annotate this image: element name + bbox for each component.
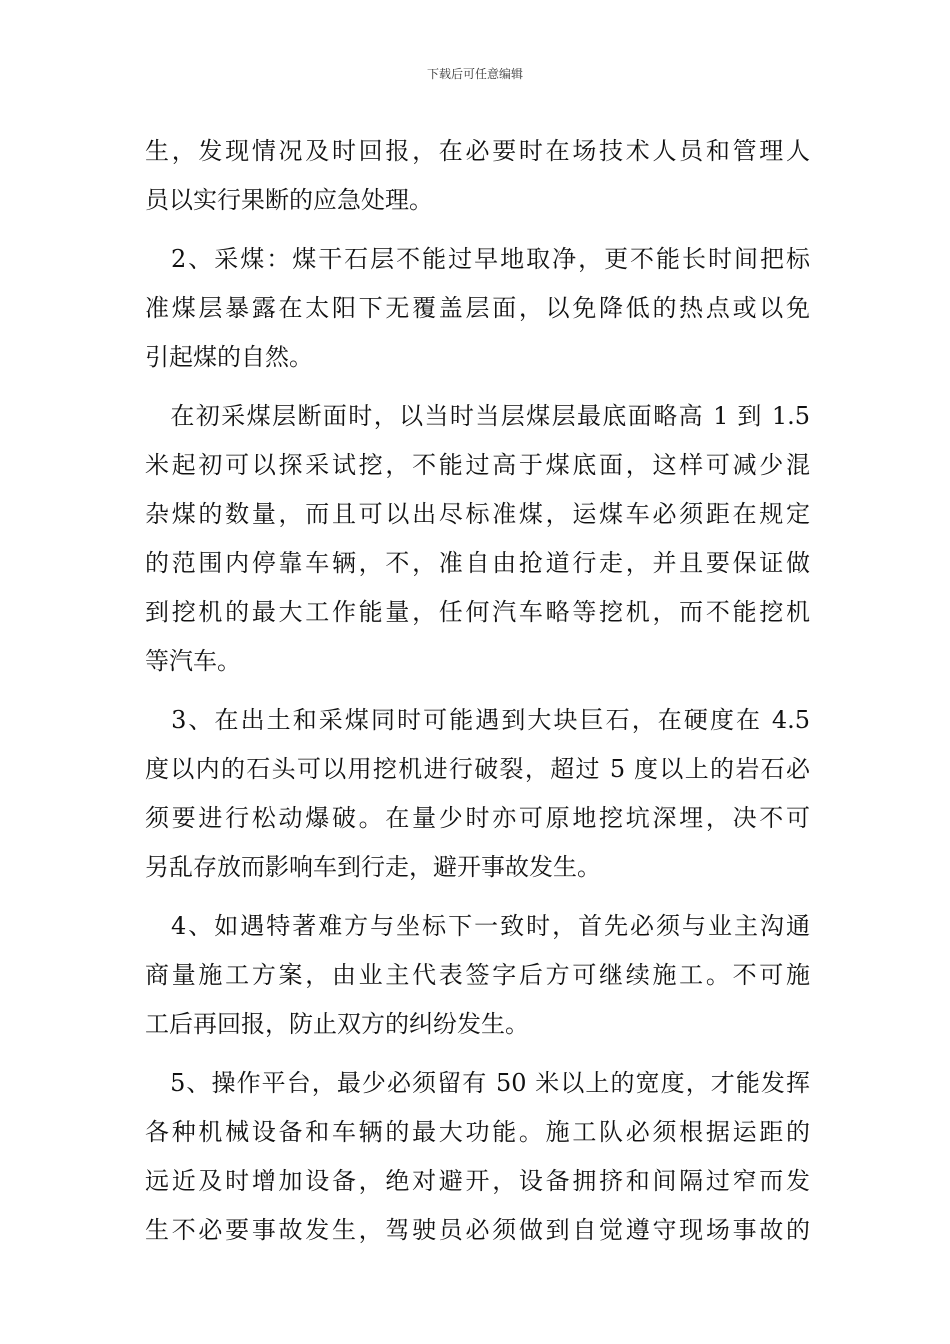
text-line: 引起煤的自然。 — [145, 343, 313, 371]
text-line: 另乱存放而影响车到行走，避开事故发生。 — [145, 853, 601, 881]
text-line: 米起初可以探采试挖，不能过高于煤底面，这样可减少混 — [145, 451, 810, 479]
text-line: 度以内的石头可以用挖机进行破裂，超过 5 度以上的岩石必 — [145, 755, 810, 783]
page-header: 下载后可任意编辑 — [426, 67, 523, 81]
text-line: 准煤层暴露在太阳下无覆盖层面，以免降低的热点或以免 — [145, 294, 810, 322]
paragraph — [145, 902, 810, 1049]
text-line: 5、操作平台，最少必须留有 50 米以上的宽度，才能发挥 — [145, 1069, 810, 1097]
text-line: 2、采煤：煤干石层不能过早地取净，更不能长时间把标 — [145, 245, 810, 273]
text-line: 工后再回报，防止双方的纠纷发生。 — [145, 1010, 529, 1038]
text-line: 须要进行松动爆破。在量少时亦可原地挖坑深埋，决不可 — [145, 804, 810, 832]
paragraph — [145, 696, 810, 892]
paragraph — [145, 1059, 810, 1255]
text-line: 各种机械设备和车辆的最大功能。施工队必须根据运距的 — [145, 1118, 810, 1146]
text-line: 生不必要事故发生，驾驶员必须做到自觉遵守现场事故的 — [145, 1216, 810, 1244]
paragraph — [145, 235, 810, 382]
text-line: 3、在出土和采煤同时可能遇到大块巨石，在硬度在 4.5 — [145, 706, 810, 734]
paragraph — [145, 127, 810, 225]
text-line: 等汽车。 — [145, 647, 241, 675]
text-line: 杂煤的数量，而且可以出尽标准煤，运煤车必须距在规定 — [145, 500, 810, 528]
text-line: 商量施工方案，由业主代表签字后方可继续施工。不可施 — [145, 961, 810, 989]
text-line: 4、如遇特著难方与坐标下一致时，首先必须与业主沟通 — [145, 912, 810, 940]
text-line: 在初采煤层断面时，以当时当层煤层最底面略高 1 到 1.5 — [145, 402, 810, 430]
text-line: 远近及时增加设备，绝对避开，设备拥挤和间隔过窄而发 — [145, 1167, 810, 1195]
paragraph — [145, 392, 810, 686]
text-line: 生，发现情况及时回报，在必要时在场技术人员和管理人 — [145, 137, 810, 165]
text-line: 员以实行果断的应急处理。 — [145, 186, 433, 214]
text-line: 到挖机的最大工作能量，任何汽车略等挖机，而不能挖机 — [145, 598, 810, 626]
text-line: 的范围内停靠车辆，不，准自由抢道行走，并且要保证做 — [145, 549, 810, 577]
document-body — [145, 127, 810, 1255]
